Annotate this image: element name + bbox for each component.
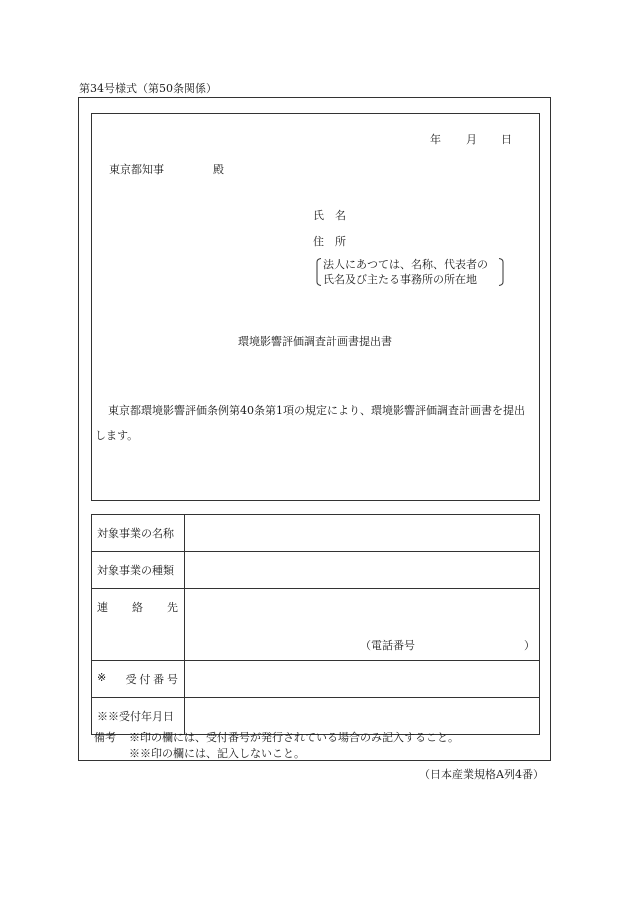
form-number-title: 第34号様式（第50条関係） <box>79 82 217 95</box>
receipt-number-field[interactable] <box>185 661 540 698</box>
corporation-note-line-1: 法人にあつては、名称、代表者の <box>323 258 488 271</box>
remark-line-1: ※印の欄には、受付番号が発行されている場合のみ記入すること。 <box>129 731 459 744</box>
table-row <box>92 661 540 698</box>
project-type-label: 対象事業の種類 <box>92 552 185 589</box>
applicant-name-label: 氏 名 <box>313 209 346 222</box>
submission-statement: 東京都環境影響評価条例第40条第1項の規定により、環境影響評価調査計画書を提出します。 <box>95 404 525 442</box>
honorific: 殿 <box>213 163 224 176</box>
document-title: 環境影響評価調査計画書提出書 <box>238 335 392 348</box>
date-day-label: 日 <box>501 133 512 146</box>
project-info-table <box>91 514 540 735</box>
applicant-address-label: 住 所 <box>313 235 346 248</box>
receipt-date-label: ※※受付年月日 <box>92 698 185 735</box>
corporation-note-line-2: 氏名及び主たる事務所の所在地 <box>323 273 477 286</box>
date-month-label: 月 <box>466 133 477 146</box>
right-brace-icon <box>498 258 504 286</box>
project-type-field[interactable] <box>185 552 540 589</box>
date-year-label: 年 <box>430 133 441 146</box>
contact-field[interactable] <box>185 589 540 661</box>
contact-label: 連 絡 先 <box>92 589 185 661</box>
left-brace-icon <box>316 258 322 286</box>
table-row <box>92 515 540 552</box>
phone-number-field: （電話番号 ） <box>360 639 535 652</box>
project-name-field[interactable] <box>185 515 540 552</box>
paper-size-note: （日本産業規格A列4番） <box>419 768 544 781</box>
remark-line-2: ※※印の欄には、記入しないこと。 <box>129 747 305 760</box>
project-name-label: 対象事業の名称 <box>92 515 185 552</box>
remarks-label: 備考 <box>94 731 116 744</box>
corporation-note <box>316 257 504 288</box>
table-row <box>92 589 540 661</box>
receipt-number-label: ※ 受 付 番 号 <box>92 661 185 698</box>
addressee: 東京都知事 <box>109 163 164 176</box>
table-row <box>92 552 540 589</box>
